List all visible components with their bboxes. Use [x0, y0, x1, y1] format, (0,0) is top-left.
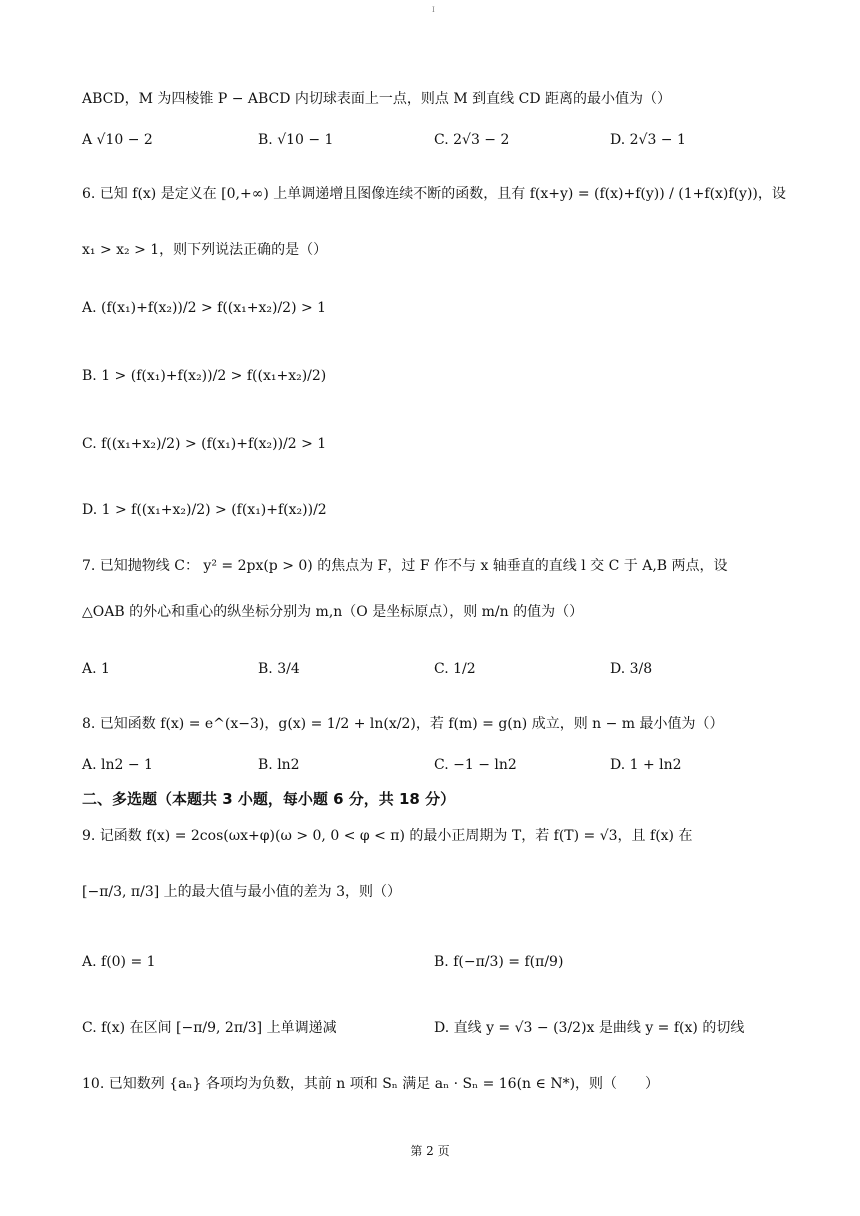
- q6-option-a: A. (f(x₁)+f(x₂))/2 > f((x₁+x₂)/2) > 1: [82, 300, 327, 316]
- q6-option-c: C. f((x₁+x₂)/2) > (f(x₁)+f(x₂))/2 > 1: [82, 436, 327, 452]
- section-heading-multiple-choice: 二、多选题（本题共 3 小题，每小题 6 分，共 18 分）: [82, 790, 456, 808]
- q5-option-b: B. √10 − 1: [258, 132, 334, 148]
- q9-option-a: A. f(0) = 1: [82, 954, 156, 970]
- question-9-stem-line-1: 9. 记函数 f(x) = 2cos(ωx+φ)(ω > 0, 0 < φ < π) 的最小正周期为 T，若 f(T) = √3，且 f(x) 在: [82, 828, 693, 844]
- question-8-stem: 8. 已知函数 f(x) = e^(x−3)，g(x) = 1/2 + ln(x/2)，若 f(m) = g(n) 成立，则 n − m 最小值为（）: [82, 716, 724, 732]
- question-6-stem-line-2: x₁ > x₂ > 1，则下列说法正确的是（）: [82, 242, 328, 258]
- q9-option-b: B. f(−π/3) = f(π/9): [434, 954, 564, 970]
- q8-option-c: C. −1 − ln2: [434, 757, 517, 773]
- q7-option-b: B. 3/4: [258, 661, 300, 677]
- question-7-stem-line-1: 7. 已知抛物线 C： y² = 2px(p > 0) 的焦点为 F，过 F 作不与 x 轴垂直的直线 l 交 C 于 A,B 两点，设: [82, 558, 728, 574]
- q8-option-b: B. ln2: [258, 757, 300, 773]
- q5-option-d: D. 2√3 − 1: [610, 132, 686, 148]
- q7-option-a: A. 1: [82, 661, 110, 677]
- question-9-stem-line-2: [−π/3, π/3] 上的最大值与最小值的差为 3，则（）: [82, 884, 402, 900]
- question-6-stem-line-1: 6. 已知 f(x) 是定义在 [0,+∞) 上单调递增且图像连续不断的函数，且有 f(x+y) = (f(x)+f(y)) / (1+f(x)f(y))，设: [82, 186, 786, 202]
- page-number: 第 2 页: [410, 1144, 450, 1158]
- question-7-stem-line-2: △OAB 的外心和重心的纵坐标分别为 m,n（O 是坐标原点），则 m/n 的值为（）: [82, 604, 584, 620]
- q9-option-d: D. 直线 y = √3 − (3/2)x 是曲线 y = f(x) 的切线: [434, 1020, 745, 1036]
- q8-option-d: D. 1 + ln2: [610, 757, 682, 773]
- q5-option-a: A √10 − 2: [82, 132, 153, 148]
- question-5-stem: ABCD，M 为四棱锥 P − ABCD 内切球表面上一点，则点 M 到直线 CD 距离的最小值为（）: [82, 91, 671, 107]
- q6-option-b: B. 1 > (f(x₁)+f(x₂))/2 > f((x₁+x₂)/2): [82, 368, 327, 384]
- q9-option-c: C. f(x) 在区间 [−π/9, 2π/3] 上单调递减: [82, 1020, 337, 1036]
- q8-option-a: A. ln2 − 1: [82, 757, 153, 773]
- question-10-stem: 10. 已知数列 {aₙ} 各项均为负数，其前 n 项和 Sₙ 满足 aₙ · Sₙ = 16(n ∈ N*)，则（ ）: [82, 1076, 660, 1092]
- q6-option-d: D. 1 > f((x₁+x₂)/2) > (f(x₁)+f(x₂))/2: [82, 502, 327, 518]
- q7-option-d: D. 3/8: [610, 661, 653, 677]
- q5-option-c: C. 2√3 − 2: [434, 132, 510, 148]
- header-mark: I: [432, 6, 435, 14]
- q7-option-c: C. 1/2: [434, 661, 476, 677]
